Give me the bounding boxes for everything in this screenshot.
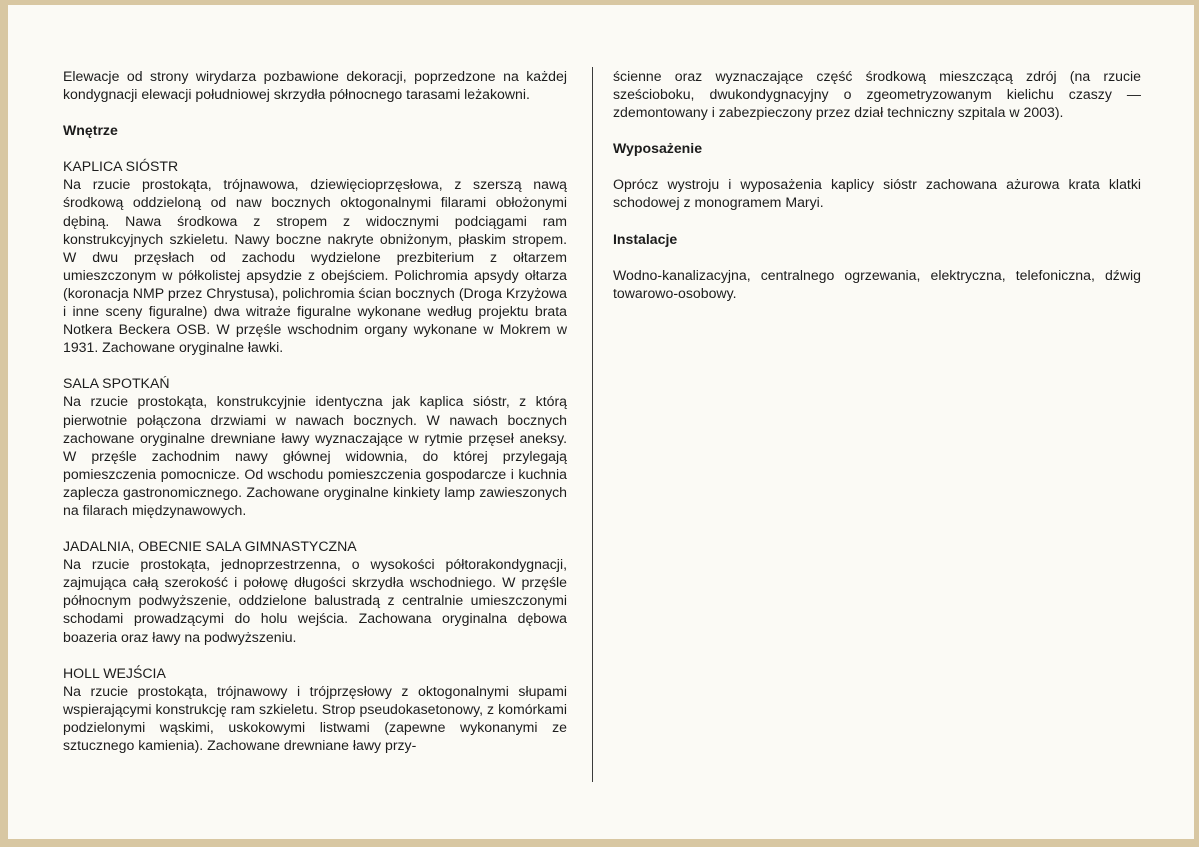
- section-title-chapel: KAPLICA SIÓSTR: [63, 158, 179, 175]
- interior-heading: Wnętrze: [63, 122, 118, 139]
- installations-text: Wodno-kanalizacyjna, centralnego ogrzewania, elektryczna, telefoniczna, dźwig towarowo-osobowy.: [613, 266, 1141, 301]
- equipment-heading: Wyposażenie: [613, 140, 703, 157]
- section-dining-hall: [63, 537, 567, 646]
- column-divider: [592, 67, 593, 782]
- installations-heading: Instalacje: [613, 230, 678, 247]
- section-title-meeting-hall: SALA SPOTKAŃ: [63, 375, 170, 392]
- section-chapel: [63, 157, 567, 356]
- intro-paragraph: Elewacje od strony wirydarza pozbawione dekoracji, poprzedzone na każdej kondygnacji elewacji południowej skrzydła północnego tarasami leżakowni.: [63, 68, 567, 103]
- section-meeting-hall: [63, 374, 567, 519]
- section-text-meeting-hall: Na rzucie prostokąta, konstrukcyjnie identyczna jak kaplica sióstr, z którą pierwotnie połączona drzwiami w nawach bocznych. W nawach bocznych zachowane oryginalne drewniane ławy wyznaczające w rytmie przęseł aneksy. W przęśle zachodnim nawy głównej widownia, do której przylegają pomieszczenia pomocnicze. Od wschodu pomieszczenia gospodarcze i kuchnia zaplecza gastronomicznego. Zachowane oryginalne kinkiety lamp zawieszonych na filarach międzynawowych.: [63, 393, 567, 518]
- section-text-entrance-hall: Na rzucie prostokąta, trójnawowy i trójprzęsłowy z oktogonalnymi słupami wspierającymi konstrukcję ram szkieletu. Strop pseudokasetonowy, z komórkami podzielonymi wąskimi, uskokowymi listwami (zapewne wykonanymi ze sztucznego kamienia). Zachowane drewniane ławy przy-: [63, 682, 567, 753]
- section-entrance-hall: [63, 664, 567, 754]
- section-title-entrance-hall: HOLL WEJŚCIA: [63, 664, 166, 681]
- section-text-chapel: Na rzucie prostokąta, trójnawowa, dziewięcioprzęsłowa, z szerszą nawą środkową oddzieloną od naw bocznych oktogonalnymi filarami obłożonymi dębiną. Nawa środkowa z stropem z widocznymi podciągami ram konstrukcyjnych szkieletu. Nawy boczne nakryte obniżonym, płaskim stropem. W dwu przęsłach od zachodu wydzielone prezbiterium z ołtarzem umieszczonym w półkolistej apsydzie z obejściem. Polichromia apsydy ołtarza (koronacja NMP przez Chrystusa), polichromia ścian bocznych (Droga Krzyżowa i inne sceny figuralne) dwa witraże figuralne wykonane według projektu brata Notkera Beckera OSB. W przęśle wschodnim organy wykonane w Mokrem w 1931. Zachowane oryginalne ławki.: [63, 176, 567, 356]
- section-text-dining-hall: Na rzucie prostokąta, jednoprzestrzenna, o wysokości półtorakondygnacji, zajmująca całą szerokość i połowę długości skrzydła wschodniego. W przęśle północnym podwyższenie, oddzielone balustradą z centralnie umieszczonymi schodami prowadzącymi do holu wejścia. Zachowana oryginalna dębowa boazeria oraz ławy na podwyższeniu.: [63, 556, 567, 645]
- equipment-text: Oprócz wystroju i wyposażenia kaplicy sióstr zachowana ażurowa krata klatki schodowej z monogramem Maryi.: [613, 176, 1141, 211]
- continuation-paragraph: ścienne oraz wyznaczające część środkową mieszczącą zdrój (na rzucie sześcioboku, dwukondygnacyjny o zgeometryzowanym kielichu czaszy — zdemontowany i zabezpieczony przez dział techniczny szpitala w 2003).: [613, 68, 1141, 121]
- right-column: [613, 67, 1141, 302]
- section-title-dining-hall: JADALNIA, OBECNIE SALA GIMNASTYCZNA: [63, 538, 357, 555]
- left-column: [63, 67, 567, 754]
- document-page: [8, 5, 1194, 839]
